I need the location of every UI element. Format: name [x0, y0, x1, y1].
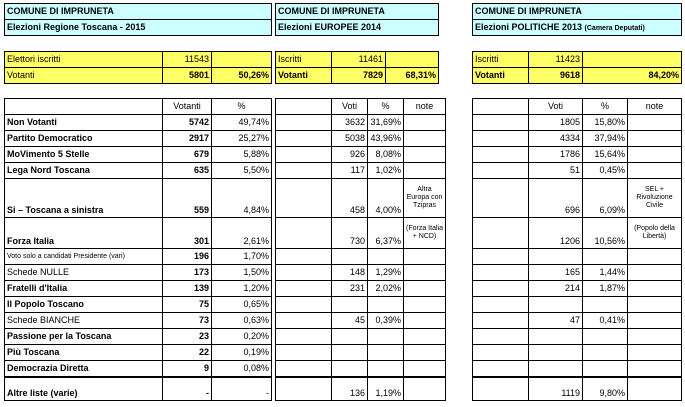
politiche-votes: [529, 345, 583, 361]
party-label: Schede BIANCHE: [5, 313, 163, 329]
party-label: Voto solo a candidati Presidente (vari): [5, 249, 163, 265]
politiche-note: [628, 281, 682, 297]
politiche-note: SEL + Rivoluzione Civile: [628, 179, 682, 218]
politiche-votes: [529, 329, 583, 345]
europee-note: Altra Europa con Tzipras: [404, 179, 446, 218]
europee-pct: 1,29%: [368, 265, 404, 281]
europee-votes: 148: [332, 265, 368, 281]
politiche-votanti: 9618: [529, 68, 583, 84]
europee-note: [404, 297, 446, 313]
regione-results-table: [4, 98, 272, 401]
europee-iscritti: 11461: [332, 52, 386, 68]
regione-pct: 1,20%: [212, 281, 272, 297]
politiche-blank: [473, 179, 529, 218]
politiche-blank: [473, 281, 529, 297]
politiche-blank: [473, 297, 529, 313]
politiche-blank: [473, 329, 529, 345]
europee-pct: [368, 361, 404, 378]
regione-pct: -: [212, 377, 272, 401]
regione-iscritti-label: Elettori iscritti: [5, 52, 163, 68]
europee-blank: [276, 361, 332, 378]
europee-pct: 0,39%: [368, 313, 404, 329]
politiche-votes: 1119: [529, 377, 583, 401]
politiche-votes: 47: [529, 313, 583, 329]
regione-pct: 0,08%: [212, 361, 272, 378]
regione-pct: 5,50%: [212, 163, 272, 179]
europee-note: [404, 147, 446, 163]
regione-pct: 0,20%: [212, 329, 272, 345]
regione-votes: 22: [163, 345, 212, 361]
regione-votes: 2917: [163, 131, 212, 147]
europee-votes: 45: [332, 313, 368, 329]
party-label: Non Votanti: [5, 115, 163, 131]
regione-pct: 49,74%: [212, 115, 272, 131]
regione-pct: 5,88%: [212, 147, 272, 163]
politiche-blank: [473, 131, 529, 147]
europee-pct: 8,08%: [368, 147, 404, 163]
politiche-blank: [473, 163, 529, 179]
regione-votes: 139: [163, 281, 212, 297]
politiche-note: [628, 377, 682, 401]
europee-pct: 2,02%: [368, 281, 404, 297]
politiche-votes: 1786: [529, 147, 583, 163]
europee-note: [404, 281, 446, 297]
europee-votes: [332, 249, 368, 265]
europee-votes: 117: [332, 163, 368, 179]
politiche-note: [628, 265, 682, 281]
politiche-header-table: [472, 3, 682, 84]
europee-pct: 43,96%: [368, 131, 404, 147]
politiche-votes: 165: [529, 265, 583, 281]
politiche-pct: [583, 249, 628, 265]
politiche-blank: [473, 147, 529, 163]
politiche-blank: [473, 218, 529, 249]
politiche-pct: 6,09%: [583, 179, 628, 218]
europee-note: [404, 313, 446, 329]
europee-pct: [368, 345, 404, 361]
regione-votes: 75: [163, 297, 212, 313]
europee-hdr-pct: %: [368, 99, 404, 115]
politiche-iscritti: 11423: [529, 52, 583, 68]
politiche-pct: 0,41%: [583, 313, 628, 329]
politiche-votes: 1805: [529, 115, 583, 131]
politiche-comune: COMUNE DI IMPRUNETA: [473, 4, 682, 20]
politiche-pct: [583, 329, 628, 345]
europee-pct: 1,19%: [368, 377, 404, 401]
europee-votes: [332, 361, 368, 378]
politiche-pct: [583, 297, 628, 313]
europee-blank: [276, 218, 332, 249]
europee-pct: 6,37%: [368, 218, 404, 249]
europee-votanti-pct: 68,31%: [386, 68, 439, 84]
politiche-iscritti-label: Iscritti: [473, 52, 529, 68]
regione-header-table: [4, 3, 272, 84]
politiche-votes: 214: [529, 281, 583, 297]
europee-blank: [276, 179, 332, 218]
politiche-votes: 1206: [529, 218, 583, 249]
regione-votes: 559: [163, 179, 212, 218]
europee-blank: [276, 115, 332, 131]
party-label: Il Popolo Toscano: [5, 297, 163, 313]
europee-votanti: 7829: [332, 68, 386, 84]
europee-pct: 1,02%: [368, 163, 404, 179]
regione-iscritti: 11543: [163, 52, 212, 68]
regione-votes: 9: [163, 361, 212, 378]
politiche-votes: 4334: [529, 131, 583, 147]
politiche-titolo: [473, 20, 682, 36]
europee-blank: [276, 377, 332, 401]
party-label: MoVimento 5 Stelle: [5, 147, 163, 163]
politiche-note: [628, 163, 682, 179]
europee-blank: [276, 329, 332, 345]
politiche-note: [628, 297, 682, 313]
politiche-votes: 51: [529, 163, 583, 179]
politiche-votanti-pct: 84,20%: [583, 68, 682, 84]
politiche-note: [628, 131, 682, 147]
europee-hdr-note: note: [404, 99, 446, 115]
europee-blank: [276, 131, 332, 147]
politiche-blank: [473, 249, 529, 265]
regione-pct: 4,84%: [212, 179, 272, 218]
politiche-blank: [473, 115, 529, 131]
politiche-hdr-pct: %: [583, 99, 628, 115]
europee-note: [404, 131, 446, 147]
regione-pct: 2,61%: [212, 218, 272, 249]
regione-hdr-pct: %: [212, 99, 272, 115]
politiche-votes: [529, 297, 583, 313]
europee-blank: [276, 147, 332, 163]
regione-pct: 0,63%: [212, 313, 272, 329]
politiche-votes: [529, 249, 583, 265]
regione-pct: 25,27%: [212, 131, 272, 147]
europee-pct: [368, 329, 404, 345]
politiche-pct: 15,64%: [583, 147, 628, 163]
regione-votes: 23: [163, 329, 212, 345]
europee-votes: 458: [332, 179, 368, 218]
europee-note: [404, 115, 446, 131]
regione-votes: -: [163, 377, 212, 401]
europee-pct: [368, 297, 404, 313]
europee-note: [404, 163, 446, 179]
politiche-hdr-voti: Voti: [529, 99, 583, 115]
europee-blank: [276, 297, 332, 313]
regione-votes: 5742: [163, 115, 212, 131]
politiche-note: [628, 345, 682, 361]
politiche-note: (Popolo della Libertà): [628, 218, 682, 249]
politiche-pct: 15,80%: [583, 115, 628, 131]
europee-blank: [276, 163, 332, 179]
europee-pct: 31,69%: [368, 115, 404, 131]
regione-votes: 679: [163, 147, 212, 163]
party-label: Altre liste (varie): [5, 377, 163, 401]
politiche-note: [628, 361, 682, 378]
europee-iscritti-label: Iscritti: [276, 52, 332, 68]
regione-votes: 173: [163, 265, 212, 281]
politiche-pct: 0,45%: [583, 163, 628, 179]
regione-comune: COMUNE DI IMPRUNETA: [5, 4, 272, 20]
politiche-note: [628, 115, 682, 131]
party-label: Partito Democratico: [5, 131, 163, 147]
party-label: Lega Nord Toscana: [5, 163, 163, 179]
politiche-hdr-note: note: [628, 99, 682, 115]
europee-hdr-voti: Voti: [332, 99, 368, 115]
europee-comune: COMUNE DI IMPRUNETA: [276, 4, 439, 20]
politiche-pct: [583, 361, 628, 378]
europee-titolo: Elezioni EUROPEE 2014: [276, 20, 439, 36]
europee-votes: 5038: [332, 131, 368, 147]
politiche-blank: [473, 377, 529, 401]
politiche-votanti-label: Votanti: [473, 68, 529, 84]
europee-votanti-label: Votanti: [276, 68, 332, 84]
regione-hdr-voti: Votanti: [163, 99, 212, 115]
politiche-pct: 9,80%: [583, 377, 628, 401]
europee-votes: 926: [332, 147, 368, 163]
party-label: Fratelli d'Italia: [5, 281, 163, 297]
regione-votanti-pct: 50,26%: [212, 68, 272, 84]
politiche-votes: 696: [529, 179, 583, 218]
regione-pct: 1,50%: [212, 265, 272, 281]
politiche-note: [628, 313, 682, 329]
politiche-blank: [473, 265, 529, 281]
regione-votanti: 5801: [163, 68, 212, 84]
europee-blank: [276, 313, 332, 329]
europee-blank: [276, 265, 332, 281]
europee-results-table: [275, 98, 446, 401]
regione-pct: 1,70%: [212, 249, 272, 265]
europee-note: [404, 361, 446, 378]
politiche-pct: 10,56%: [583, 218, 628, 249]
regione-pct: 0,19%: [212, 345, 272, 361]
party-label: Democrazia Diretta: [5, 361, 163, 378]
party-label: Schede NULLE: [5, 265, 163, 281]
politiche-pct: 1,44%: [583, 265, 628, 281]
politiche-pct: 37,94%: [583, 131, 628, 147]
europee-note: [404, 249, 446, 265]
politiche-note: [628, 147, 682, 163]
party-label: Passione per la Toscana: [5, 329, 163, 345]
politiche-votes: [529, 361, 583, 378]
regione-votes: 73: [163, 313, 212, 329]
europee-note: [404, 377, 446, 401]
party-label: Forza Italia: [5, 218, 163, 249]
europee-votes: [332, 297, 368, 313]
europee-header-table: [275, 3, 439, 84]
politiche-titolo-main: Elezioni POLITICHE 2013: [475, 21, 583, 32]
regione-votanti-label: Votanti: [5, 68, 163, 84]
party-label: Più Toscana: [5, 345, 163, 361]
politiche-pct: 1,87%: [583, 281, 628, 297]
politiche-note: [628, 249, 682, 265]
europee-votes: [332, 345, 368, 361]
regione-votes: 196: [163, 249, 212, 265]
europee-pct: [368, 249, 404, 265]
party-label: Si – Toscana a sinistra: [5, 179, 163, 218]
politiche-titolo-small: (Camera Deputati): [584, 24, 645, 32]
europee-blank: [276, 249, 332, 265]
europee-votes: 136: [332, 377, 368, 401]
europee-pct: 4,00%: [368, 179, 404, 218]
politiche-blank: [473, 361, 529, 378]
europee-blank: [276, 281, 332, 297]
europee-blank: [276, 345, 332, 361]
regione-titolo: Elezioni Regione Toscana - 2015: [5, 20, 272, 36]
regione-votes: 635: [163, 163, 212, 179]
europee-note: [404, 329, 446, 345]
europee-votes: 231: [332, 281, 368, 297]
politiche-pct: [583, 345, 628, 361]
europee-note: (Forza Italia + NCD): [404, 218, 446, 249]
politiche-blank: [473, 313, 529, 329]
regione-pct: 0,65%: [212, 297, 272, 313]
regione-votes: 301: [163, 218, 212, 249]
europee-votes: 730: [332, 218, 368, 249]
europee-note: [404, 345, 446, 361]
europee-note: [404, 265, 446, 281]
politiche-results-table: [472, 98, 682, 401]
europee-votes: 3632: [332, 115, 368, 131]
politiche-blank: [473, 345, 529, 361]
europee-votes: [332, 329, 368, 345]
politiche-note: [628, 329, 682, 345]
